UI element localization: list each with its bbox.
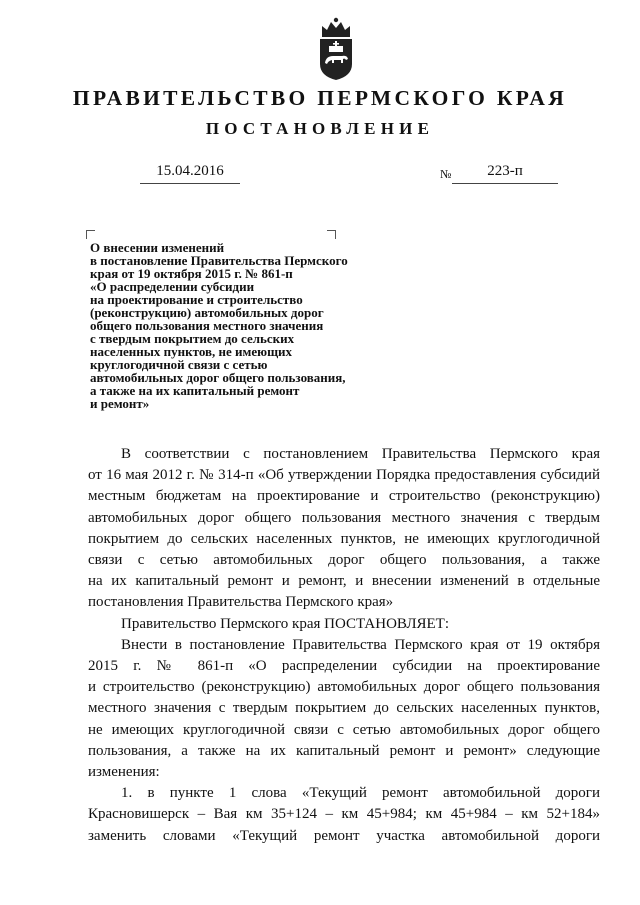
body-line: В соответствии с постановлением Правительства Пермского края: [121, 446, 600, 462]
body-line: от 16 мая 2012 г. № 314-п «Об утверждении Порядка предоставления субсидий: [88, 467, 600, 484]
date-underline: [140, 183, 240, 184]
body-line: 2015 г. № 861-п «О распределении субсидии на проектирование: [88, 658, 600, 675]
subject-line: населенных пунктов, не имеющих: [90, 344, 293, 359]
government-name: ПРАВИТЕЛЬСТВО ПЕРМСКОГО КРАЯ: [72, 86, 568, 110]
body-line: изменения:: [88, 764, 160, 781]
number-label: №: [440, 167, 452, 181]
subject-corner-left: [86, 230, 95, 239]
subject-line: (реконструкцию) автомобильных дорог: [90, 305, 324, 320]
subject-block: [90, 241, 420, 410]
body-line: покрытием до сельских населенных пунктов, не имеющих круглогодичной: [88, 530, 600, 547]
subject-line: на проектирование и строительство: [90, 292, 303, 307]
subject-line: автомобильных дорог общего пользования,: [90, 370, 346, 385]
body-line: автомобильных дорог общего пользования местного значения с твердым: [88, 509, 600, 526]
document-type: ПОСТАНОВЛЕНИЕ: [205, 119, 435, 138]
document-number: 223-п: [487, 163, 523, 179]
subject-line: с твердым покрытием до сельских: [90, 331, 295, 346]
body-line: Красновишерск – Вая км 35+124 – км 45+984; км 45+984 – км 52+184»: [88, 806, 600, 823]
body-line: постановления Правительства Пермского края»: [88, 594, 394, 611]
body-text: [88, 444, 600, 847]
subject-line: а также на их капитальный ремонт: [90, 383, 300, 398]
subject-corner-right: [327, 230, 336, 239]
body-line: местным бюджетам на проектирование и строительство (реконструкцию): [88, 488, 600, 505]
subject-line: О внесении изменений: [90, 240, 225, 255]
body-line: и строительство (реконструкцию) автомобильных дорог общего пользования: [88, 679, 600, 696]
number-underline: [452, 183, 558, 184]
body-line: местного значения с твердым покрытием до сельских населенных пунктов,: [88, 700, 600, 717]
body-line: пользования, а также на их капитальный ремонт и ремонт» следующие: [88, 742, 600, 759]
body-line: на их капитальный ремонт и ремонт, и внесении изменений в отдельные: [88, 573, 600, 590]
coat-of-arms-icon: [314, 16, 358, 82]
subject-line: круглогодичной связи с сетью: [90, 357, 268, 372]
subject-line: «О распределении субсидии: [90, 279, 255, 294]
body-line: не имеющих круглогодичной связи с сетью автомобильных дорог общего: [88, 721, 600, 738]
body-line: Внести в постановление Правительства Пермского края от 19 октября: [121, 636, 600, 653]
body-line: Правительство Пермского края ПОСТАНОВЛЯЕТ:: [121, 615, 450, 632]
body-line: заменить словами «Текущий ремонт участка автомобильной дороги: [88, 827, 600, 844]
subject-line: общего пользования местного значения: [90, 318, 324, 333]
document-date: 15.04.2016: [156, 163, 224, 179]
subject-line: в постановление Правительства Пермского: [90, 253, 348, 268]
body-line: 1. в пункте 1 слова «Текущий ремонт автомобильной дороги: [121, 785, 600, 802]
body-line: связи с сетью автомобильных дорог общего пользования, а также: [88, 552, 600, 569]
subject-line: и ремонт»: [90, 396, 150, 411]
subject-line: края от 19 октября 2015 г. № 861-п: [90, 266, 293, 281]
